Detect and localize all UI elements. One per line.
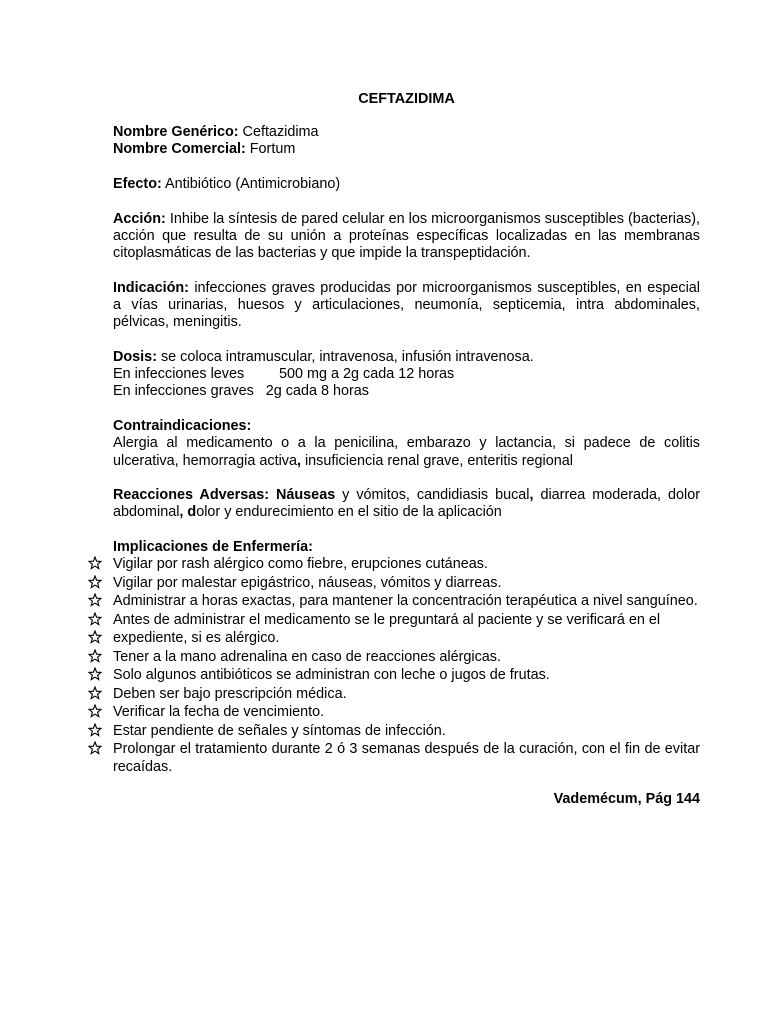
dosis-leves-value: 500 mg a 2g cada 12 horas: [279, 366, 455, 383]
document-title: CEFTAZIDIMA: [358, 91, 455, 107]
generic-name-line: [113, 124, 700, 141]
list-item: [113, 667, 700, 684]
efecto-label: Efecto:: [113, 176, 162, 193]
list-item: [113, 593, 700, 610]
star-bullet-icon: [88, 630, 102, 644]
list-item-text: Tener a la mano adrenalina en caso de reacciones alérgicas.: [113, 648, 501, 665]
accion-paragraph: [113, 211, 700, 263]
accion-value: Inhibe la síntesis de pared celular en los microorganismos susceptibles (bacterias), acción que resulta de su unión a proteínas específicas localizadas en las membranas citoplasmáticas de las bacterias y que impide la transpeptidación.: [113, 210, 700, 262]
indicacion-label: Indicación:: [113, 279, 189, 296]
reacciones-paragraph: [113, 487, 700, 521]
star-bullet-icon: [88, 593, 102, 607]
reacciones-comma-2: , d: [179, 504, 197, 521]
star-bullet-icon: [88, 556, 102, 570]
contraindicaciones-text: [113, 435, 700, 469]
star-bullet-icon: [88, 704, 102, 718]
reacciones-value-c: olor y endurecimiento en el sitio de la aplicación: [196, 504, 502, 521]
list-item: [113, 723, 700, 740]
star-bullet-icon: [88, 612, 102, 626]
commercial-name-label: Nombre Comercial:: [113, 141, 246, 158]
list-item-text: Verificar la fecha de vencimiento.: [113, 704, 325, 721]
list-item-text: Vigilar por malestar epigástrico, náuseas, vómitos y diarreas.: [113, 574, 502, 591]
list-item: [113, 630, 700, 647]
dosis-line: [113, 349, 700, 366]
star-bullet-icon: [88, 649, 102, 663]
dosis-graves-value: 2g cada 8 horas: [265, 383, 370, 400]
star-bullet-icon: [88, 575, 102, 589]
list-item-text: Estar pendiente de señales y síntomas de infección.: [113, 722, 446, 739]
contraindicaciones-value-a: Alergia al medicamento o a la penicilina, embarazo y lactancia, si padece de colitis ulcerativa, hemorragia activa: [113, 435, 700, 469]
star-bullet-icon: [88, 667, 102, 681]
list-item: [113, 741, 700, 775]
reacciones-comma-1: ,: [529, 487, 534, 504]
star-bullet-icon: [88, 723, 102, 737]
generic-name-value: Ceftazidima: [238, 124, 319, 141]
generic-name-label: Nombre Genérico:: [113, 124, 239, 141]
accion-label: Acción:: [113, 210, 166, 227]
reacciones-value-b: diarrea moderada, dolor abdominal: [113, 487, 700, 521]
list-item-text: Administrar a horas exactas, para mantener la concentración terapéutica a nivel sanguíneo.: [113, 593, 698, 610]
indicacion-paragraph: [113, 280, 700, 332]
indicacion-value: infecciones graves producidas por microorganismos susceptibles, en especial a vías urinarias, huesos y articulaciones, neumonía, septicemia, intra abdominales, pélvicas, meningitis.: [113, 279, 700, 331]
dosis-graves-label: En infecciones graves: [113, 383, 254, 400]
list-item: [113, 612, 700, 629]
list-item-text: Antes de administrar el medicamento se le preguntará al paciente y se verificará en el: [113, 611, 661, 628]
implicaciones-list: [113, 556, 700, 775]
list-item-text: Solo algunos antibióticos se administran con leche o jugos de frutas.: [113, 667, 550, 684]
dosis-leves-line: [113, 366, 700, 383]
list-item: [113, 556, 700, 573]
reacciones-value-a: y vómitos, candidiasis bucal: [335, 487, 530, 504]
implicaciones-block: [113, 539, 700, 776]
contraindicaciones-value-b: insuficiencia renal grave, enteritis regional: [300, 452, 573, 469]
dosis-label: Dosis:: [113, 349, 157, 366]
commercial-name-value: Fortum: [245, 141, 296, 158]
star-bullet-icon: [88, 686, 102, 700]
contraindicaciones-block: [113, 418, 700, 470]
list-item: [113, 649, 700, 666]
reacciones-label: Reacciones Adversas: Náuseas: [113, 487, 336, 504]
list-item-text: Prolongar el tratamiento durante 2 ó 3 semanas después de la curación, con el fin de evitar recaídas.: [113, 741, 700, 775]
list-item-text: expediente, si es alérgico.: [113, 630, 280, 647]
star-bullet-icon: [88, 741, 102, 755]
list-item-text: Vigilar por rash alérgico como fiebre, erupciones cutáneas.: [113, 556, 488, 573]
dosis-block: [113, 349, 700, 401]
dosis-value: se coloca intramuscular, intravenosa, infusión intravenosa.: [156, 349, 534, 366]
list-item: [113, 686, 700, 703]
list-item: [113, 575, 700, 592]
list-item: [113, 704, 700, 721]
implicaciones-label: Implicaciones de Enfermería:: [113, 539, 313, 556]
efecto-line: [113, 176, 700, 193]
contraindicaciones-comma: ,: [296, 452, 301, 469]
contraindicaciones-label: Contraindicaciones:: [113, 418, 252, 435]
dosis-graves-line: [113, 383, 700, 400]
document-page: [113, 91, 700, 822]
source-reference: Vademécum, Pág 144: [553, 790, 700, 807]
efecto-value: Antibiótico (Antimicrobiano): [161, 176, 341, 193]
commercial-name-line: [113, 141, 700, 158]
dosis-leves-label: En infecciones leves: [113, 366, 245, 383]
list-item-text: Deben ser bajo prescripción médica.: [113, 685, 347, 702]
